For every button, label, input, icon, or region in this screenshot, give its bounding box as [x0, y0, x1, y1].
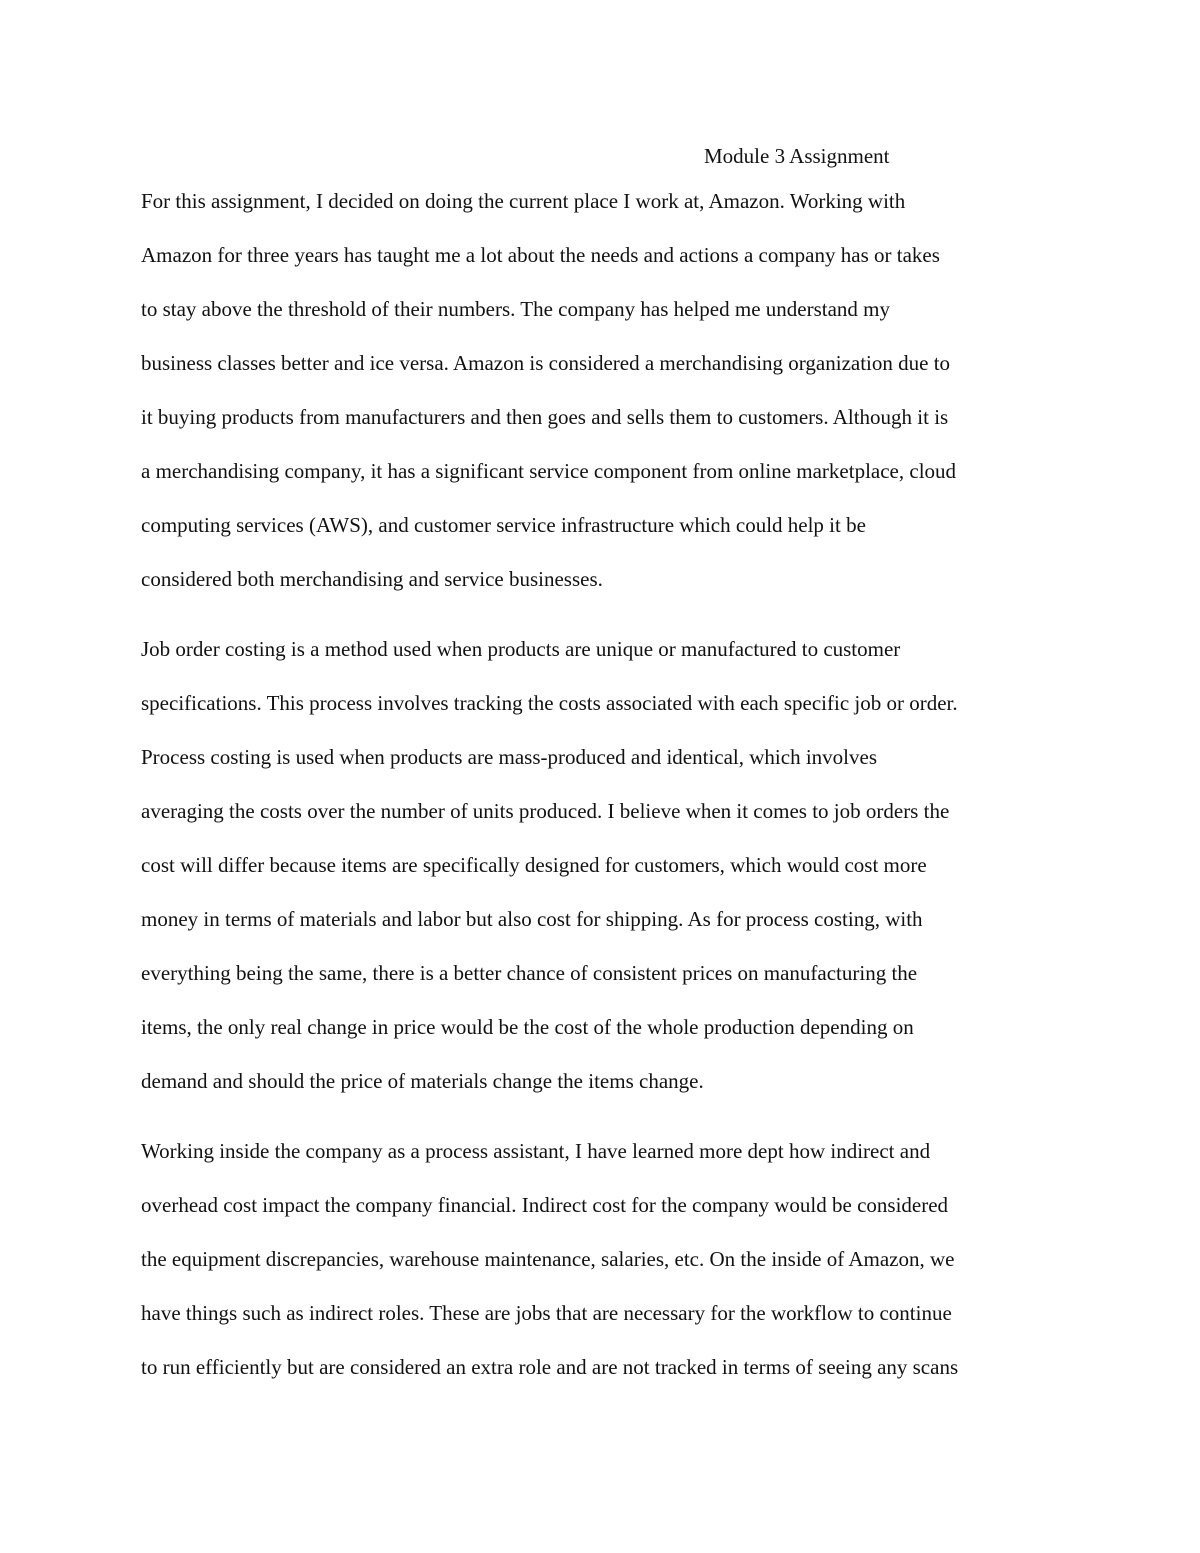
- paragraph-line: overhead cost impact the company financial. Indirect cost for the company would be considered: [141, 1193, 949, 1217]
- paragraph-line: Process costing is used when products are mass-produced and identical, which involves: [141, 745, 877, 769]
- paragraph-line: money in terms of materials and labor but also cost for shipping. As for process costing, with: [141, 907, 923, 931]
- paragraph-line: Amazon for three years has taught me a lot about the needs and actions a company has or takes: [141, 243, 940, 267]
- paragraph-3: [141, 1124, 958, 1394]
- paragraph-line: to run efficiently but are considered an extra role and are not tracked in terms of seeing any scans: [141, 1355, 959, 1379]
- paragraph-line: computing services (AWS), and customer service infrastructure which could help it be: [141, 513, 866, 537]
- paragraph-line: considered both merchandising and service businesses.: [141, 567, 603, 591]
- document-title: Module 3 Assignment: [704, 144, 890, 168]
- paragraph-line: averaging the costs over the number of units produced. I believe when it comes to job orders the: [141, 799, 950, 823]
- paragraph-line: everything being the same, there is a better chance of consistent prices on manufacturing the: [141, 961, 918, 985]
- paragraph-line: business classes better and ice versa. Amazon is considered a merchandising organization due to: [141, 351, 951, 375]
- paragraph-line: have things such as indirect roles. These are jobs that are necessary for the workflow to continue: [141, 1301, 952, 1325]
- paragraph-line: For this assignment, I decided on doing the current place I work at, Amazon. Working with: [141, 189, 906, 213]
- paragraph-line: it buying products from manufacturers and then goes and sells them to customers. Although it is: [141, 405, 949, 429]
- paragraph-line: a merchandising company, it has a significant service component from online marketplace, cloud: [141, 459, 957, 483]
- paragraph-line: demand and should the price of materials change the items change.: [141, 1069, 704, 1093]
- paragraph-line: items, the only real change in price would be the cost of the whole production depending on: [141, 1015, 914, 1039]
- paragraph-line: Job order costing is a method used when products are unique or manufactured to customer: [141, 637, 901, 661]
- paragraph-1: [141, 174, 956, 606]
- paragraph-line: specifications. This process involves tracking the costs associated with each specific job or order.: [141, 691, 958, 715]
- paragraph-line: Working inside the company as a process assistant, I have learned more dept how indirect and: [141, 1139, 931, 1163]
- paragraph-line: the equipment discrepancies, warehouse maintenance, salaries, etc. On the inside of Amazon, we: [141, 1247, 955, 1271]
- paragraph-line: to stay above the threshold of their numbers. The company has helped me understand my: [141, 297, 891, 321]
- paragraph-2: [141, 622, 958, 1108]
- paragraph-line: cost will differ because items are specifically designed for customers, which would cost more: [141, 853, 927, 877]
